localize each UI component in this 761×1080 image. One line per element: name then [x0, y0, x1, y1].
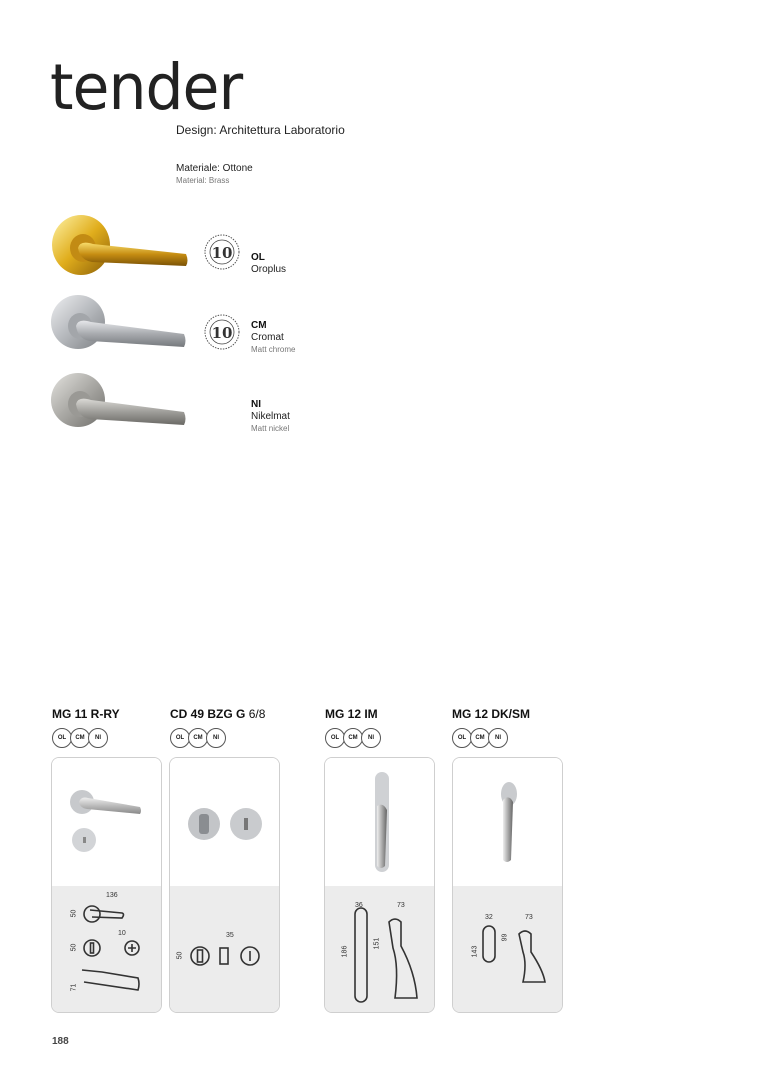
finish-circle-ni: NI: [206, 728, 226, 748]
product-card: [324, 757, 435, 1013]
finish-name-cm: Cromat: [251, 332, 284, 343]
dimension-label: 35: [226, 932, 234, 939]
designer-credit: Design: Architettura Laboratorio: [176, 123, 345, 137]
dimension-label: 71: [70, 983, 78, 992]
dimension-label: 50: [176, 951, 184, 960]
dimension-label: 50: [70, 943, 78, 952]
product-code-mg12dk: MG 12 DK/SM: [452, 707, 531, 721]
finish-circle-ol: OL: [452, 728, 472, 748]
dimension-label: 151: [373, 937, 381, 950]
finish-code-ol: OL: [251, 252, 265, 263]
product-card: [51, 757, 162, 1013]
handle-image-oroplus: [48, 214, 193, 284]
dimension-label: 143: [471, 945, 479, 958]
warranty-badge-icon: [204, 234, 240, 270]
finish-name-ni: Nikelmat: [251, 411, 290, 422]
finish-circle-cm: CM: [70, 728, 90, 748]
product-photo: [170, 758, 279, 886]
technical-drawing: [453, 886, 562, 1012]
finish-code-cm: CM: [251, 320, 267, 331]
dimension-label: 50: [70, 909, 78, 918]
finish-circle-cm: CM: [188, 728, 208, 748]
finish-name-ol: Oroplus: [251, 264, 287, 275]
technical-drawing: [170, 886, 279, 1012]
dimension-label: 73: [397, 902, 405, 909]
finish-code-ni: NI: [251, 399, 261, 410]
page-number: 188: [52, 1036, 69, 1047]
finish-sub-ni: Matt nickel: [251, 424, 290, 433]
product-photo: [52, 758, 161, 886]
dimension-label: 186: [341, 945, 349, 958]
finish-circle-ol: OL: [170, 728, 190, 748]
finish-circle-ni: NI: [88, 728, 108, 748]
handle-image-cromat: [48, 294, 193, 364]
finish-circle-ol: OL: [325, 728, 345, 748]
dimension-label: 99: [501, 933, 509, 942]
finish-circles: [452, 728, 506, 748]
dimension-label: 10: [118, 930, 126, 937]
material-italian: Materiale: Ottone: [176, 163, 253, 174]
product-photo: [453, 758, 562, 886]
warranty-badge-number: 10: [211, 244, 233, 262]
product-card: [169, 757, 280, 1013]
finish-circle-ni: NI: [488, 728, 508, 748]
warranty-badge-icon: [204, 314, 240, 350]
finish-circles: [52, 728, 106, 748]
product-code-cd49: CD 49 BZG G 6/8: [170, 707, 266, 721]
product-photo: [325, 758, 434, 886]
page-title: tender: [50, 51, 243, 125]
product-code-mg12im: MG 12 IM: [325, 707, 378, 721]
dimension-label: 73: [525, 914, 533, 921]
finish-circle-ol: OL: [52, 728, 72, 748]
product-code-mg11: MG 11 R-RY: [52, 707, 120, 721]
finish-sub-cm: Matt chrome: [251, 345, 296, 354]
material-english: Material: Brass: [176, 176, 230, 185]
finish-circle-ni: NI: [361, 728, 381, 748]
finish-circle-cm: CM: [343, 728, 363, 748]
handle-image-nikelmat: [48, 372, 193, 442]
finish-circles: [325, 728, 379, 748]
finish-circle-cm: CM: [470, 728, 490, 748]
dimension-label: 32: [485, 914, 493, 921]
finish-circles: [170, 728, 224, 748]
dimension-label: 136: [106, 892, 118, 899]
dimension-label: 36: [355, 902, 363, 909]
product-card: [452, 757, 563, 1013]
warranty-badge-number: 10: [211, 324, 233, 342]
technical-drawing: [52, 886, 161, 1012]
